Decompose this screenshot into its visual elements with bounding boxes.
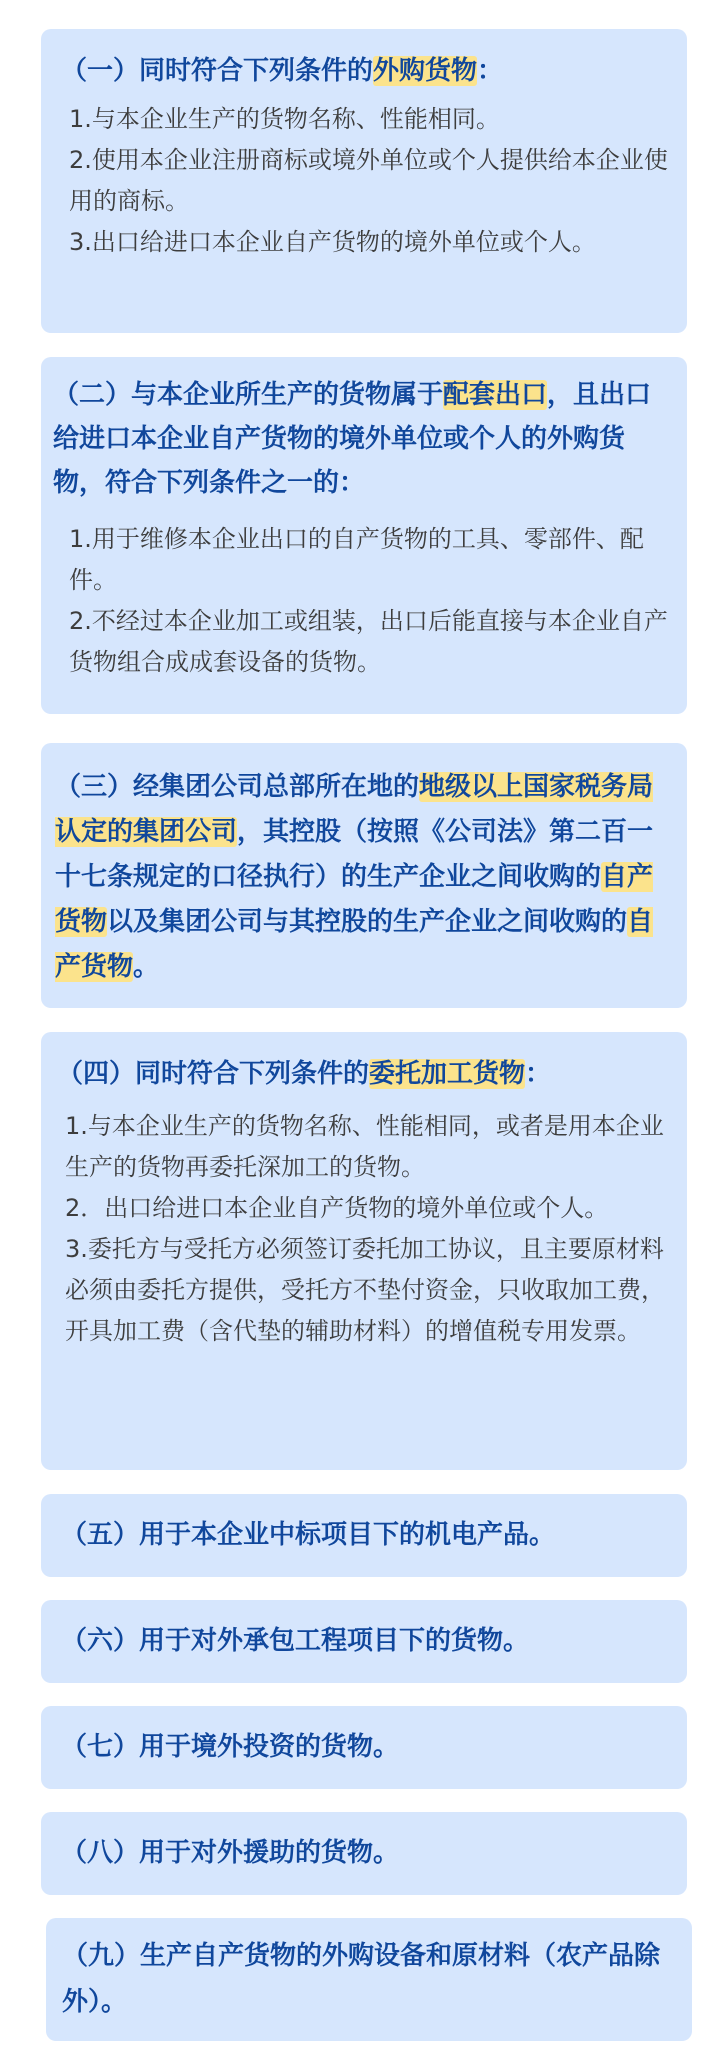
- highlight-text: 自产货物: [55, 862, 654, 937]
- section-card-7: [41, 1706, 687, 1789]
- highlight-text: 委托加工货物: [369, 1059, 526, 1089]
- heading-text: （一）同时符合下列条件的: [61, 56, 374, 86]
- section-card-8: [41, 1812, 687, 1895]
- list-item: 3.出口给进口本企业自产货物的境外单位或个人。: [69, 228, 596, 256]
- section-heading: [61, 49, 669, 93]
- heading-text: ：: [525, 1059, 552, 1089]
- heading-text: （二）与本企业所生产的货物属于: [53, 380, 444, 410]
- section-card-2: [41, 357, 687, 714]
- section-heading: （八）用于对外援助的货物。: [61, 1838, 400, 1868]
- section-card-1: [41, 29, 687, 333]
- list-item: 2.不经过本企业加工或组装，出口后能直接与本企业自产货物组合成成套设备的货物。: [69, 607, 668, 676]
- highlight-text: 配套出口: [443, 380, 548, 410]
- heading-text: ：: [477, 56, 504, 86]
- section-heading: [55, 765, 673, 990]
- section-card-9: [46, 1918, 692, 2041]
- section-heading: （六）用于对外承包工程项目下的货物。: [61, 1626, 530, 1656]
- list-item: 2．出口给进口本企业自产货物的境外单位或个人。: [65, 1194, 609, 1222]
- heading-text: 以及集团公司与其控股的生产企业之间收购的: [107, 907, 628, 937]
- list-item: 1.与本企业生产的货物名称、性能相同，或者是用本企业生产的货物再委托深加工的货物。: [65, 1112, 664, 1181]
- list-item: 2.使用本企业注册商标或境外单位或个人提供给本企业使用的商标。: [69, 146, 668, 215]
- list-item: 1.用于维修本企业出口的自产货物的工具、零部件、配件。: [69, 525, 644, 594]
- section-heading: （七）用于境外投资的货物。: [61, 1732, 400, 1762]
- list-item: 3.委托方与受托方必须签订委托加工协议，且主要原材料必须由委托方提供，受托方不垫付资金，只收取加工费，开具加工费（含代垫的辅助材料）的增值税专用发票。: [65, 1235, 665, 1345]
- heading-text: ，其控股（按照《公司法》第二百一十七条规定的口径执行）的生产企业之间收购的: [55, 817, 654, 892]
- section-heading: [57, 1052, 671, 1096]
- list-item: 1.与本企业生产的货物名称、性能相同。: [69, 105, 500, 133]
- item-list: [53, 519, 675, 683]
- item-list: [61, 99, 669, 263]
- highlight-text: 外购货物: [373, 56, 478, 86]
- heading-text: （三）经集团公司总部所在地的: [55, 772, 420, 802]
- highlight-text: 自产货物: [55, 907, 654, 982]
- item-list: [57, 1106, 671, 1352]
- section-heading: （五）用于本企业中标项目下的机电产品。: [61, 1520, 556, 1550]
- heading-text: （四）同时符合下列条件的: [57, 1059, 370, 1089]
- section-card-6: [41, 1600, 687, 1683]
- section-heading: [53, 373, 675, 505]
- section-card-3: [41, 743, 687, 1008]
- section-card-4: [41, 1032, 687, 1470]
- highlight-text: 地级以上国家税务局认定的集团公司: [55, 772, 654, 847]
- heading-text: 。: [133, 952, 160, 982]
- heading-text: ，且出口给进口本企业自产货物的境外单位或个人的外购货物，符合下列条件之一的：: [53, 380, 652, 498]
- section-heading: （九）生产自产货物的外购设备和原材料（农产品除外）。: [62, 1941, 661, 2017]
- section-card-5: [41, 1494, 687, 1577]
